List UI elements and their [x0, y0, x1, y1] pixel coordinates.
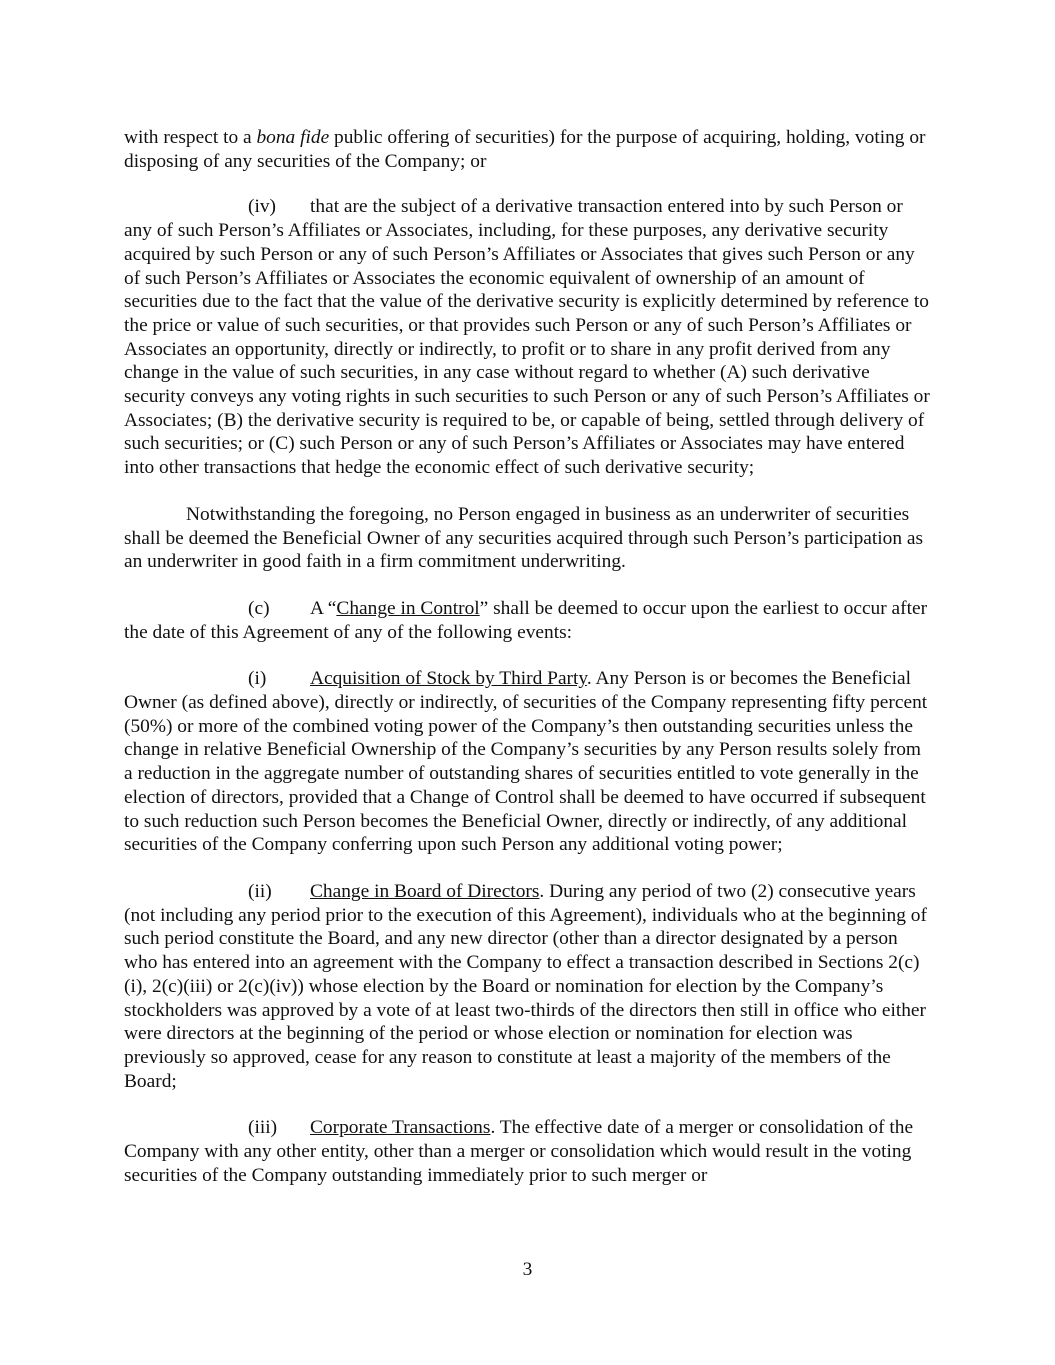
clause-number-c: (c) — [248, 597, 270, 619]
paragraph-i — [124, 667, 930, 857]
intro-italic-term: bona fide — [256, 127, 330, 148]
defined-term-change-in-control: Change in Control — [336, 597, 480, 619]
paragraph-ii — [124, 880, 930, 1093]
clause-c-text-after: ” shall be deemed to occur upon the earliest to occur after the date of this Agreement of any of the following events: — [124, 597, 928, 643]
paragraph-notwithstanding: Notwithstanding the foregoing, no Person engaged in business as an underwriter of securities shall be deemed the Beneficial Owner of any securities acquired through such Person’s participation as an underwriter in good faith in a firm commitment underwriting. — [124, 503, 924, 573]
paragraph-c — [124, 597, 930, 644]
clause-ii-text: . During any period of two (2) consecutive years (not including any period prior to the execution of this Agreement), individuals who at the beginning of such period constitute the Board, and any new director (other than a director designated by a person who has entered into an agreement with the Company to effect a transaction described in Sections 2(c)(i), 2(c)(iii) or 2(c)(iv)) whose election by the Board or nomination for election by the Company’s stockholders was approved by a vote of at least two-thirds of the directors then still in office who either were directors at the beginning of the period or whose election or nomination for election was previously so approved, cease for any reason to constitute at least a majority of the members of the Board; — [124, 880, 927, 1092]
paragraph-iii — [124, 1116, 930, 1187]
document-body — [124, 126, 930, 1210]
clause-iv-text: that are the subject of a derivative transaction entered into by such Person or any of such Person’s Affiliates or Associates, including, for these purposes, any derivative security acquired by such Person or any of such Person’s Affiliates or Associates that gives such Person or any of such Person’s Affiliates or Associates the economic equivalent of ownership of an amount of securities due to the fact that the value of the derivative security is explicitly determined by reference to the price or value of such securities, or that provides such Person or any of such Person’s Affiliates or Associates an opportunity, directly or indirectly, to profit or to share in any profit derived from any change in the value of such securities, in any case without regard to whether (A) such derivative security conveys any voting rights in such securities to such Person or any of such Person’s Affiliates or Associates; (B) the derivative security is required to be, or capable of being, settled through delivery of such securities; or (C) such Person or any of such Person’s Affiliates or Associates may have entered into other transactions that hedge the economic effect of such derivative security; — [124, 196, 930, 479]
clause-i-heading: Acquisition of Stock by Third Party — [310, 668, 587, 690]
intro-text-after: public offering of securities) for the purpose of acquiring, holding, voting or disposing of any securities of the Company; or — [124, 127, 926, 172]
clause-iii-heading: Corporate Transactions — [310, 1117, 491, 1139]
clause-number-i: (i) — [248, 668, 267, 690]
clause-number-iii: (iii) — [248, 1117, 278, 1139]
clause-number-iv: (iv) — [248, 196, 276, 218]
clause-ii-heading: Change in Board of Directors — [310, 880, 540, 902]
clause-c-text-before: A “ — [310, 597, 337, 619]
paragraph-iv — [124, 195, 930, 479]
intro-text-before: with respect to a — [124, 127, 257, 148]
clause-i-text: . Any Person is or becomes the Beneficial Owner (as defined above), directly or indirectly, of securities of the Company representing fifty percent (50%) or more of the combined voting power of the Company’s then outstanding securities unless the change in relative Beneficial Ownership of the Company’s securities by any Person results solely from a reduction in the aggregate number of outstanding shares of securities entitled to vote generally in the election of directors, provided that a Change of Control shall be deemed to have occurred if subsequent to such reduction such Person becomes the Beneficial Owner, directly or indirectly, of any additional securities of the Company conferring upon such Person any additional voting power; — [124, 668, 928, 856]
paragraph-intro-continuation — [124, 126, 930, 173]
clause-iii-text: . The effective date of a merger or consolidation of the Company with any other entity, other than a merger or consolidation which would result in the voting securities of the Company outstanding immediately prior to such merger or — [124, 1117, 914, 1186]
clause-number-ii: (ii) — [248, 880, 272, 902]
page-number: 3 — [522, 1259, 533, 1280]
